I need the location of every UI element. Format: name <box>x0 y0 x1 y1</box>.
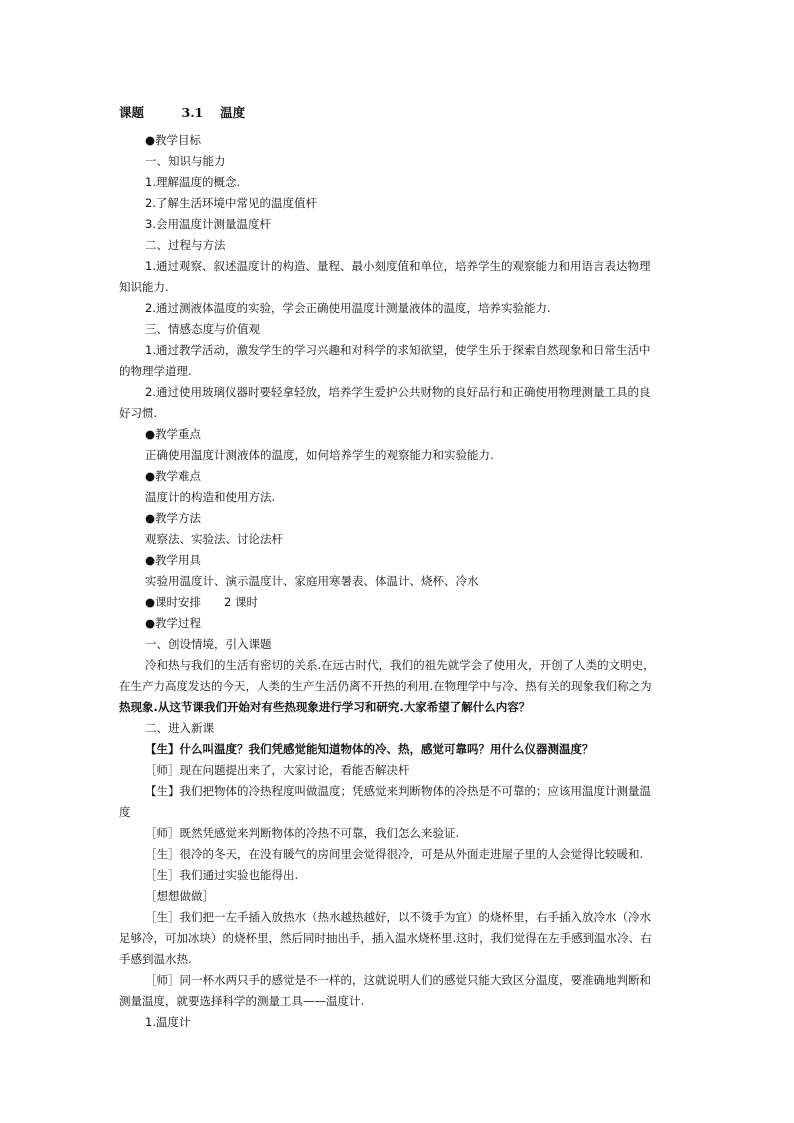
think-and-do-label: ［想想做做］ <box>145 889 214 903</box>
section-intro: 一、创设情境，引入课题 <box>145 637 272 651</box>
section-emotion-values: 三、情感态度与价值观 <box>145 322 260 336</box>
dialog-line: ［师］同一杯水两只手的感觉是不一样的，这就说明人们的感觉只能大致区分温度，要准确地判断和 <box>145 973 651 987</box>
heading-difficulties: ●教学难点 <box>145 469 202 483</box>
paragraph-line: 实验用温度计、演示温度计、家庭用寒暑表、体温计、烧杯、冷水 <box>145 574 479 588</box>
dialog-line: ［生］我们把一左手插入放热水（热水越热越好，以不烫手为宜）的烧杯里，右手插入放冷水（冷水 <box>145 910 651 924</box>
paragraph-line: 1.通过观察、叙述温度计的构造、量程、最小刻度值和单位，培养学生的观察能力和用语言表达物理 <box>145 259 651 273</box>
section-process-method: 二、过程与方法 <box>145 238 226 252</box>
subsection-thermometer: 1.温度计 <box>145 1015 191 1029</box>
lesson-title: 课题 3.1 温度 <box>119 105 246 120</box>
paragraph-line: 在生产力高度发达的今天，人类的生产生活仍离不开热的利用.在物理学中与冷、热有关的现象我们称之为 <box>119 679 652 693</box>
dialog-line: ［生］我们通过实验也能得出. <box>145 868 299 882</box>
section-new-lesson: 二、进入新课 <box>145 721 214 735</box>
heading-process: ●教学过程 <box>145 616 202 630</box>
paragraph-line: 正确使用温度计测液体的温度，如何培养学生的观察能力和实验能力. <box>145 448 494 462</box>
dialog-line: ［师］现在问题提出来了，大家讨论，看能否解决杆 <box>145 763 410 777</box>
heading-key-points: ●教学重点 <box>145 427 202 441</box>
dialog-line: 测量温度，就要选择科学的测量工具——温度计. <box>119 994 365 1008</box>
goal-line: 3.会用温度计测量温度杆 <box>145 217 271 231</box>
heading-teaching-goals: ●教学目标 <box>145 133 202 147</box>
dialog-line: 手感到温水热. <box>119 952 192 966</box>
paragraph-line: 观察法、实验法、讨论法杆 <box>145 532 283 546</box>
heading-methods: ●教学方法 <box>145 511 202 525</box>
paragraph-line: 热现象.从这节课我们开始对有些热现象进行学习和研究.大家希望了解什么内容？ <box>119 700 531 714</box>
paragraph-line: 冷和热与我们的生活有密切的关系.在远古时代，我们的祖先就学会了使用火，开创了人类的文明史， <box>145 658 655 672</box>
dialog-line: 【生】我们把物体的冷热程度叫做温度；凭感觉来判断物体的冷热是不可靠的；应该用温度计测量温 <box>145 784 651 798</box>
paragraph-line: 2.通过使用玻璃仪器时要轻拿轻放，培养学生爱护公共财物的良好品行和正确使用物理测量工具的良 <box>145 385 651 399</box>
goal-line: 2.了解生活环境中常见的温度值杆 <box>145 196 317 210</box>
paragraph-line: 1.通过教学活动，激发学生的学习兴趣和对科学的求知欲望，使学生乐于探索自然现象和日常生活中 <box>145 343 651 357</box>
dialog-line: 度 <box>119 805 131 819</box>
goal-line: 1.理解温度的概念. <box>145 175 241 189</box>
paragraph-line: 2.通过测液体温度的实验，学会正确使用温度计测量液体的温度，培养实验能力. <box>145 301 551 315</box>
dialog-line: 足够冷，可加冰块）的烧杯里，然后同时抽出手，插入温水烧杯里.这时，我们觉得在左手感到温水冷、右 <box>119 931 652 945</box>
heading-schedule: ●课时安排 2 课时 <box>145 595 259 609</box>
paragraph-line: 知识能力. <box>119 280 169 294</box>
paragraph-line: 的物理学道理. <box>119 364 192 378</box>
dialog-line: 【生】什么叫温度？我们凭感觉能知道物体的冷、热，感觉可靠吗？用什么仪器测温度？ <box>145 742 594 756</box>
section-knowledge-ability: 一、知识与能力 <box>145 154 226 168</box>
heading-tools: ●教学用具 <box>145 553 202 567</box>
paragraph-line: 好习惯. <box>119 406 158 420</box>
dialog-line: ［生］很冷的冬天，在没有暖气的房间里会觉得很冷，可是从外面走进屋子里的人会觉得比较暖和. <box>145 847 644 861</box>
paragraph-line: 温度计的构造和使用方法. <box>145 490 276 504</box>
dialog-line: ［师］既然凭感觉来判断物体的冷热不可靠，我们怎么来验证. <box>145 826 460 840</box>
